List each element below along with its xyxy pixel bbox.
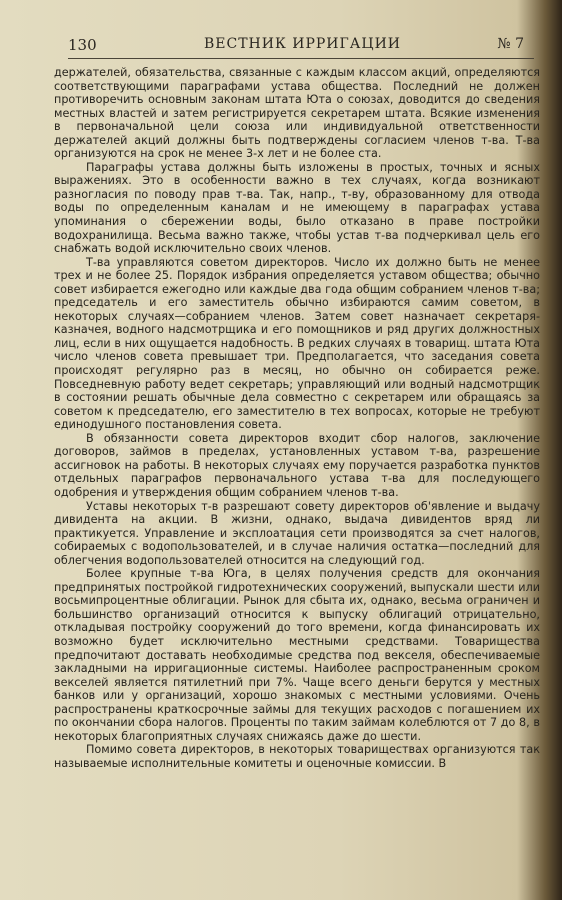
page-header [68,36,528,58]
paragraph-1: держателей, обязательства, связанные с каждым классом акций, определяются соответствующими параграфами устава общества. Последний не должен противоречить основным законам штата Юта о союзах, доводится до сведения местных властей и затем регистрируется секретарем штата. Всякие изменения в первоначальной цели союза или индивидуальной ответственности держателей акций должны быть подтверждены согласием членов т-ва. Т-ва организуются на срок не менее 3-х лет и не более ста. [54,66,540,161]
paragraph-3: Т-ва управляются советом директоров. Число их должно быть не менее трех и не более 25. Порядок избрания определяется уставом общества; обычно совет избирается ежегодно или каждые два года общим собранием членов т-ва; председатель и его заместитель обычно избираются самим советом, в некоторых случаях—собранием членов. Затем совет назначает секретаря-казначея, водного надсмотрщика и его помощников и ряд других должностных лиц, если в них ощущается надобность. В редких случаях в товарищ. штата Юта число членов совета превышает три. Предполагается, что заседания совета происходят регулярно раз в месяц, но обычно он собирается реже. Повседневную работу ведет секретарь; управляющий или водный надсмотрщик в состоянии решать обычные дела совместно с секретарем или обращаясь за советом к председателю, его заместителю в тех вопросах, которые не требуют единодушного постановления совета. [54,255,540,432]
paragraph-2: Параграфы устава должны быть изложены в простых, точных и ясных выражениях. Это в особенности важно в тех случаях, когда возникают разногласия по поводу прав т-ва. Так, напр., т-ву, образованному для отвода воды по определенным каналам и не имеющему в параграфах устава упоминания о сбережении воды, было отказано в праве постройки водохранилища. Весьма важно также, чтобы устав т-ва подчеркивал цель его снабжать водой исключительно своих членов. [54,160,540,256]
page-number: 130 [68,36,97,54]
paragraph-5: Уставы некоторых т-в разрешают совету директоров об'явление и выдачу дивидента на акции. В жизни, однако, выдача дивидентов вряд ли практикуется. Управление и эксплоатация сети производятся за счет налогов, собираемых с водопользователей, и в случае наличия остатка—последний для облегчения водопользователей относится на следующий год. [54,499,540,567]
paragraph-6: Более крупные т-ва Юга, в целях получения средств для окончания предпринятых постройкой гидротехнических сооружений, выпускали шести или восьмипроцентные облигации. Рынок для сбыта их, однако, весьма ограничен и большинство организаций относится к выпуску облигаций отрицательно, откладывая постройку сооружений до того времени, когда финансировать их возможно будет исключительно местными средствами. Товарищества предпочитают доставать необходимые средства под векселя, обеспечиваемые закладными на ирригационные системы. Наиболее распространенным сроком векселей является пятилетний при 7%. Чаще всего деньги берутся у местных банков или у организаций, хорошо знакомых с местными условиями. Очень распространены краткосрочные займы для текущих расходов с погашением их по окончании сбора налогов. Проценты по таким займам колеблются от 7 до 8, в некоторых благоприятных случаях снижаясь даже до шести. [54,567,540,743]
header-rule [68,58,534,59]
article-body [54,66,540,770]
paragraph-7: Помимо совета директоров, в некоторых товариществах организуются так называемые исполнительные комитеты и оценочные комиссии. В [54,743,540,770]
paragraph-4: В обязанности совета директоров входит сбор налогов, заключение договоров, займов в пределах, установленных уставом т-ва, разрешение ассигновок на работы. В некоторых случаях ему поручается разработка пунктов отдельных параграфов первоначального устава т-ва для последующего одобрения и утверждения общим собранием членов т-ва. [54,431,540,499]
issue-number: № 7 [497,36,524,52]
journal-title: ВЕСТНИК ИРРИГАЦИИ [204,36,402,52]
